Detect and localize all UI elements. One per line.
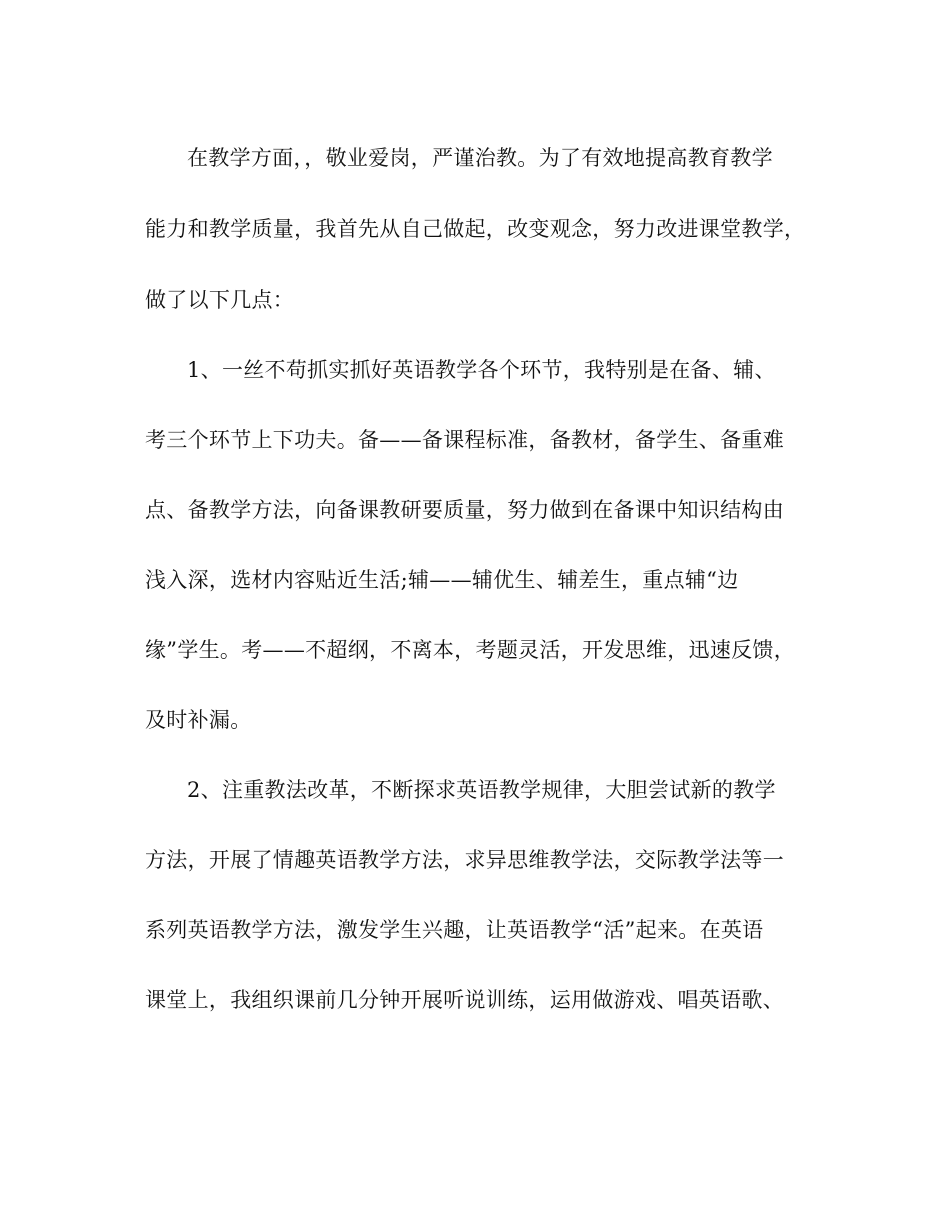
paragraph-2-line-2: 考三个环节上下功夫。备——备课程标准，备教材，备学生、备重难: [145, 428, 784, 452]
paragraph-3-line-4: 课堂上，我组织课前几分钟开展听说训练，运用做游戏、唱英语歌、: [145, 988, 784, 1012]
paragraph-2-line-3: 点、备教学方法，向备课教研要质量，努力做到在备课中知识结构由: [145, 498, 784, 522]
paragraph-1-line-1: 在教学方面，，敬业爱岗，严谨治教。为了有效地提高教育教学: [187, 146, 773, 170]
paragraph-2-line-5: 缘”学生。考——不超纲，不离本，考题灵活，开发思维，迅速反馈，: [145, 638, 796, 662]
paragraph-3-line-2: 方法，开展了情趣英语教学方法，求异思维教学法，交际教学法等一: [145, 848, 784, 872]
paragraph-1-line-2: 能力和教学质量，我首先从自己做起，改变观念，努力改进课堂教学，: [145, 217, 806, 241]
paragraph-2-line-4: 浅入深，选材内容贴近生活;辅——辅优生、辅差生，重点辅“边: [145, 568, 739, 592]
paragraph-2-line-1: 1、一丝不苟抓实抓好英语教学各个环节，我特别是在备、辅、: [187, 358, 776, 382]
paragraph-1-line-3: 做了以下几点：: [145, 288, 295, 312]
paragraph-3-line-1: 2、注重教法改革，不断探求英语教学规律，大胆尝试新的教学: [187, 778, 776, 802]
paragraph-2-line-6: 及时补漏。: [145, 708, 252, 732]
paragraph-3-line-3: 系列英语教学方法，激发学生兴趣，让英语教学“活”起来。在英语: [145, 918, 764, 942]
